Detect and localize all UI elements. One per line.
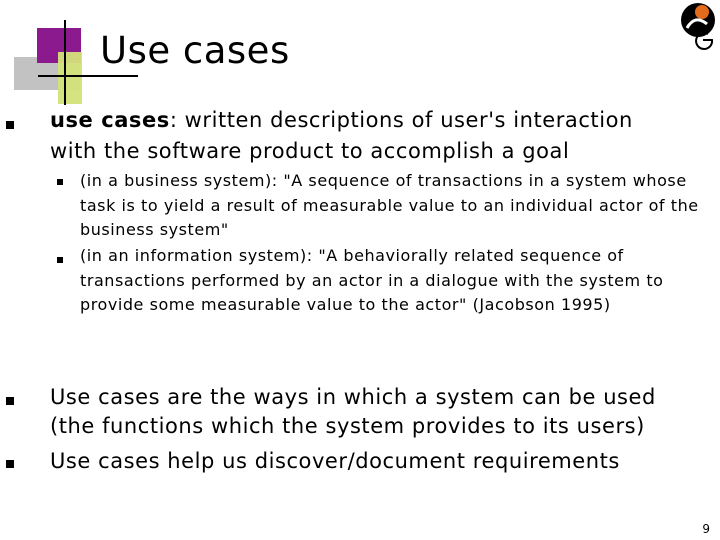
bullet-marker: [6, 121, 14, 129]
page-number: 9: [702, 522, 710, 536]
bullet-marker: [6, 460, 14, 468]
bullet-text-line2: with the software product to accomplish a goal: [50, 139, 570, 163]
term-use-cases: use cases: [50, 108, 170, 132]
sub-bullet-business: (in a business system): "A sequence of transactions in a system whose task is to yield a result of measurable value to an individual actor of the business system": [80, 171, 699, 239]
sub-bullet-marker: [57, 179, 63, 185]
bullet-text: [50, 105, 633, 136]
decor-horizontal-line: [38, 75, 138, 77]
decor-vertical-line: [64, 20, 66, 105]
bullet-discover: Use cases help us discover/document requirements: [50, 449, 620, 473]
decor-green-square: [58, 52, 82, 104]
bullet-marker: [6, 397, 14, 405]
bullet-ways-line1: Use cases are the ways in which a system can be used: [50, 385, 656, 409]
sub-bullet-information: (in an information system): "A behaviorally related sequence of transactions performed by an actor in a dialogue with the system to provide some measurable value to the actor" (Jacobson 1995): [80, 246, 664, 314]
slide-title: Use cases: [100, 29, 290, 72]
sub-bullet-marker: [57, 257, 63, 263]
bullet-ways-line2: (the functions which the system provides to its users): [50, 414, 645, 438]
logo-icon: [676, 0, 720, 50]
term-definition: : written descriptions of user's interaction: [169, 108, 633, 132]
